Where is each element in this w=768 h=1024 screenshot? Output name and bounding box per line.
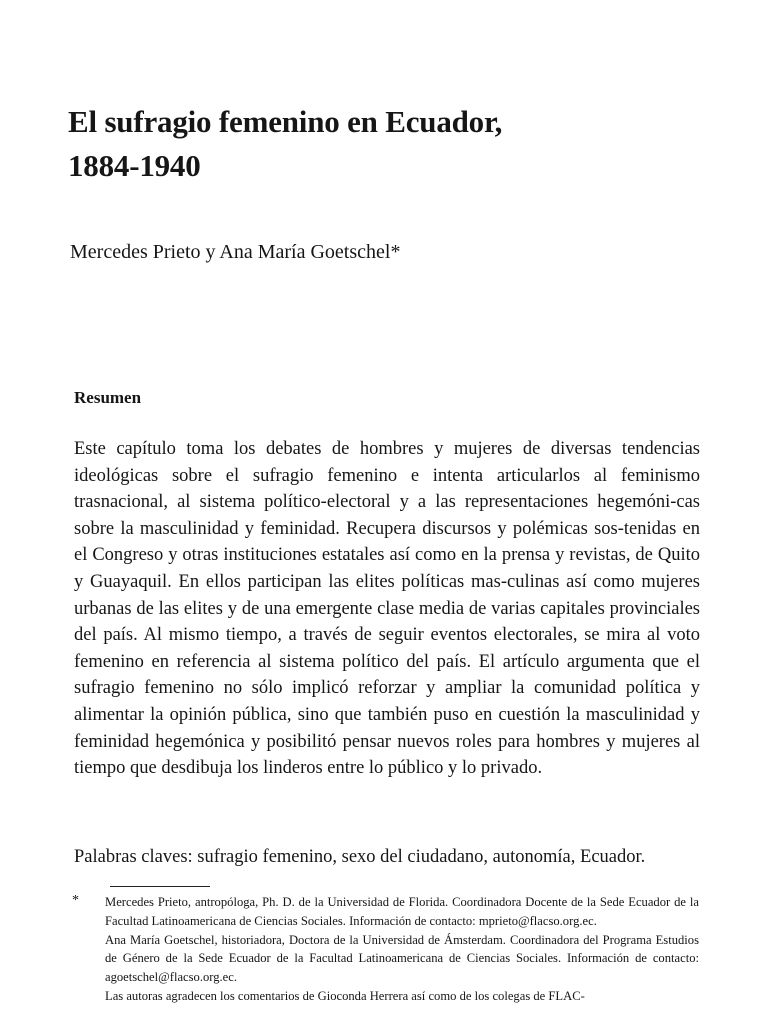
abstract-heading: Resumen: [74, 388, 142, 407]
article-authors: Mercedes Prieto y Ana María Goetschel*: [70, 241, 401, 263]
footnote-separator: [110, 886, 210, 887]
footnote-goetschel: Ana María Goetschel, historiadora, Doctora de la Universidad de Ámsterdam. Coordinadora del Programa Estudios de Género de la Sede Ecuador de la Facultad Latinoamericana de Ciencias Sociales. Información de contacto: agoetschel@flacso.org.ec.: [105, 932, 699, 985]
abstract-text: Este capítulo toma los debates de hombres y mujeres de diversas tendencias ideológicas sobre el sufragio femenino e intenta articularlos al feminismo trasnacional, al sistema político-electoral y a las representaciones hegemóni-cas sobre la masculinidad y feminidad. Recupera discursos y polémicas sos-tenidas en el Congreso y otras instituciones estatales así como en la prensa y revistas, de Quito y Guayaquil. En ellos participan las elites políticas mas-culinas así como mujeres urbanas de las elites y de una emergente clase media de varias capitales provinciales del país. Al mismo tiempo, a través de seguir eventos electorales, se mira al voto femenino en referencia al sistema político del país. El artículo argumenta que el sufragio femenino no sólo implicó reforzar y ampliar la comunidad política y alimentar la opinión pública, sino que también puso en cuestión la masculinidad y feminidad hegemónica y posibilitó pensar nuevos roles para hombres y mujeres al tiempo que desdibuja los linderos entre lo público y lo privado.: [74, 439, 700, 779]
footnotes: [105, 893, 699, 1006]
footnote-prieto: Mercedes Prieto, antropóloga, Ph. D. de la Universidad de Florida. Coordinadora Docente de la Sede Ecuador de la Facultad Latinoamericana de Ciencias Sociales. Información de contacto: mprieto@flacso.org.ec.: [105, 895, 699, 928]
article-title: [68, 100, 708, 188]
footnote-acknowledgements: Las autoras agradecen los comentarios de Gioconda Herrera así como de los colegas de FLAC-: [105, 988, 585, 1003]
title-line-1: El sufragio femenino en Ecuador,: [68, 104, 503, 139]
title-line-2: 1884-1940: [68, 148, 201, 183]
keywords: Palabras claves: sufragio femenino, sexo del ciudadano, autonomía, Ecuador.: [74, 847, 646, 867]
footnote-marker: *: [72, 893, 79, 908]
